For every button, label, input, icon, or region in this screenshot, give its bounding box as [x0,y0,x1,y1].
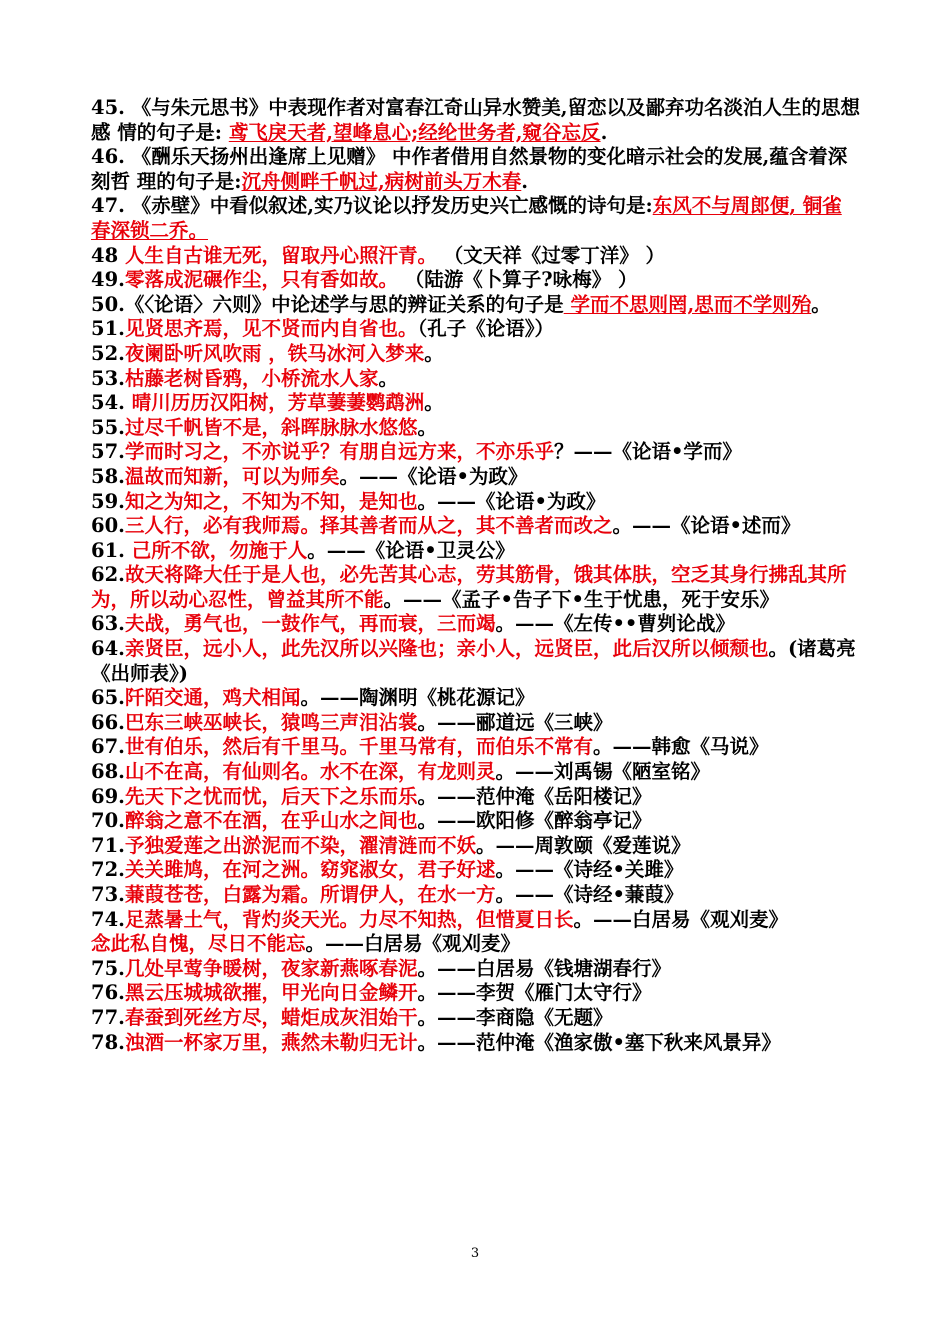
text-segment: 77. [91,1005,125,1029]
text-segment: 75. [91,956,125,980]
text-line [91,735,861,760]
text-segment: （陆游《卜算子?咏梅》 ） [397,268,638,292]
highlighted-quote: 三人行，必有我师焉。择其善者而从之，其不善者而改之 [124,514,613,538]
highlighted-quote: 夫战，勇气也，一鼓作气，再而衰，三而竭 [124,612,496,636]
text-segment: 78. [91,1030,125,1054]
text-segment: 。——李贺《雁门太守行》 [417,981,652,1005]
text-segment: 50.《〈论语〉六则》中论述学与思的辨证关系的句子是 [91,292,564,316]
text-line [91,145,861,194]
text-segment: . [521,169,529,193]
text-segment: 。——《诗经•蒹葭》 [495,883,684,906]
text-line [91,809,861,834]
text-segment: 。——《孟子•告子下•生于忧患，死于安乐》 [383,587,779,611]
text-segment: 74. [91,907,125,931]
text-line [91,637,861,686]
text-segment: 。——《论语•为政》 [417,489,606,513]
highlighted-quote: 山不在高，有仙则名。水不在深，有龙则灵 [124,760,496,784]
text-segment: 49. [91,268,125,292]
text-segment: 73. [91,883,125,906]
text-segment: 61. [91,538,132,562]
text-line [91,490,861,515]
text-segment: 。——《论语•卫灵公》 [307,538,515,562]
text-segment: 68. [91,760,125,784]
text-segment: 。——白居易《观刈麦》 [305,932,521,956]
text-segment: 。——陶渊明《桃花源记》 [300,686,535,710]
highlighted-quote: 零落成泥碾作尘，只有香如故。 [124,268,398,292]
text-line [91,268,861,293]
highlighted-quote: 浊酒一杯家万里，燕然未勒归无计 [124,1030,418,1054]
highlighted-quote: 阡陌交通，鸡犬相闻 [124,686,301,710]
highlighted-quote: 关关雎鸠，在河之洲。窈窕淑女，君子好逑 [124,858,496,882]
text-segment: 72. [91,858,125,882]
highlighted-quote: 人生自古谁无死，留取丹心照汗青。 [124,243,437,267]
highlighted-quote: 学而时习之，不亦说乎？有朋自远方来，不亦乐乎 [124,440,554,464]
text-line [91,367,861,392]
document-body [91,96,861,1055]
text-line [91,293,861,318]
text-segment: 60. [91,514,125,538]
text-segment: 45. 《与朱元思书》中表现作者对富春江奇山异水赞美,留恋以及鄙弃功名淡泊人生的思想感 情的句子是: [91,96,861,144]
text-segment: 46. 《酬乐天扬州出逢席上见赠》 中作者借用自然景物的变化暗示社会的发展,蕴含着深刻哲 理的句子是: [91,145,848,193]
highlighted-quote: 鸢飞戾天者,望峰息心;经纶世务者,窥谷忘反 [228,120,601,144]
text-segment: 。 [378,366,398,390]
text-segment: 59. [91,489,125,513]
text-segment: 58. [91,464,125,488]
highlighted-quote: 知之为知之，不知为不知，是知也 [124,489,418,513]
text-line [91,317,861,342]
text-segment: 71. [91,833,125,857]
highlighted-quote: 己所不欲，勿施于人 [131,538,308,562]
text-line [91,858,861,883]
text-segment: 。——《诗经•关雎》 [495,858,684,882]
highlighted-quote: 温故而知新，可以为师矣 [124,464,340,488]
text-segment: 54. [91,391,132,415]
text-segment: 48 [91,243,125,267]
text-segment: 52. [91,341,125,365]
highlighted-quote: 过尽千帆皆不是，斜晖脉脉水悠悠 [124,415,418,439]
text-line [91,563,861,612]
text-segment: 57. [91,440,125,464]
highlighted-quote: 沉舟侧畔千帆过,病树前头万木春 [241,169,522,193]
text-segment: 。——《左传••曹刿论战》 [495,612,735,636]
highlighted-quote: 念此私自愧，尽日不能忘 [91,932,306,956]
highlighted-quote: 先天下之忧而忧，后天下之乐而乐 [124,784,418,808]
text-segment: （孔子《论语》） [417,317,554,341]
text-segment: 53. [91,366,125,390]
text-line [91,244,861,269]
highlighted-quote: 春蚕到死丝方尽，蜡炬成灰泪始干 [124,1005,418,1029]
text-line [91,465,861,490]
text-segment: 51. [91,317,125,341]
text-segment: 。——范仲淹《渔家傲•塞下秋来风景异》 [417,1030,781,1054]
highlighted-quote: 见贤思齐焉，见不贤而内自省也。 [124,317,418,341]
page-number: 3 [470,1246,480,1261]
text-line [91,416,861,441]
text-segment: 。——郦道远《三峡》 [417,710,613,734]
text-line [91,981,861,1006]
highlighted-quote: 枯藤老树昏鸦，小桥流水人家 [124,366,379,390]
text-segment: 66. [91,710,125,734]
text-line [91,1006,861,1031]
text-line [91,342,861,367]
text-segment: 62. [91,563,125,587]
text-line [91,514,861,539]
text-line [91,440,861,465]
text-segment: 64. [91,637,125,661]
highlighted-quote: 予独爱莲之出淤泥而不染，濯清涟而不妖 [124,833,476,857]
highlighted-quote: 晴川历历汉阳树，芳草萋萋鹦鹉洲 [131,391,425,415]
text-segment: 。——范仲淹《岳阳楼记》 [417,784,652,808]
highlighted-quote: 夜阑卧听风吹雨 ，铁马冰河入梦来 [124,341,425,365]
text-segment: . [600,120,608,144]
highlighted-quote: 世有伯乐，然后有千里马。千里马常有，而伯乐不常有 [124,735,593,759]
highlighted-quote: 蒹葭苍苍，白露为霜。所谓伊人，在水一方 [124,883,496,906]
text-line [91,883,861,908]
text-line [91,539,861,564]
text-segment: 。 [424,341,444,365]
text-line [91,908,861,933]
highlighted-quote: 几处早莺争暖树，夜家新燕啄春泥 [124,956,418,980]
text-segment: 。 [424,391,444,415]
text-line [91,612,861,637]
text-line [91,711,861,736]
text-line [91,834,861,859]
text-segment: （文天祥《过零丁洋》 ） [436,243,666,267]
text-segment: 。 [417,415,437,439]
highlighted-quote: 故天将降大任于是人也，必先苦其心志，劳其筋骨，饿其体肤，空乏其身行拂乱其所为，所以动心忍性，曾益其所不能 [91,563,847,611]
text-segment: 70. [91,809,125,833]
text-segment: 69. [91,784,125,808]
text-segment: ？——《论语•学而》 [553,440,742,464]
text-segment: 。——欧阳修《醉翁亭记》 [417,809,652,833]
text-segment: 65. [91,686,125,710]
highlighted-quote: 黑云压城城欲摧，甲光向日金鳞开 [124,981,418,1005]
highlighted-quote: 巴东三峡巫峡长，猿鸣三声泪沾裳 [124,710,418,734]
text-segment: 。——白居易《钱塘湖春行》 [417,956,671,980]
text-segment: 。——韩愈《马说》 [592,735,769,759]
text-segment: 67. [91,735,125,759]
text-segment: 。——《论语•为政》 [339,464,528,488]
text-line [91,194,861,243]
text-segment: 。(诸葛亮《出师表》) [91,637,856,685]
highlighted-quote: 东风不与周郎便, 铜雀春深锁二乔。 [91,194,842,242]
text-segment: 。——周敦颐《爱莲说》 [475,833,691,857]
text-line [91,957,861,982]
text-line [91,760,861,785]
text-line [91,96,861,145]
text-line [91,785,861,810]
text-line [91,1031,861,1056]
text-segment: 47. 《赤壁》中看似叙述,实乃议论以抒发历史兴亡感慨的诗句是: [91,194,653,218]
highlighted-quote: 亲贤臣，远小人，此先汉所以兴隆也；亲小人，远贤臣，此后汉所以倾颓也 [124,637,769,661]
text-line [91,932,861,957]
text-line [91,686,861,711]
text-segment: 。——刘禹锡《陋室铭》 [495,760,710,784]
text-segment: 。——《论语•述而》 [612,514,801,538]
text-segment: 76. [91,981,125,1005]
text-segment: 。——李商隐《无题》 [417,1005,613,1029]
highlighted-quote: 醉翁之意不在酒，在乎山水之间也 [124,809,418,833]
text-segment: 63. [91,612,125,636]
text-line [91,391,861,416]
text-segment: 55. [91,415,125,439]
text-segment: 。——白居易《观刈麦》 [573,907,788,931]
highlighted-quote: 学而不思则罔,思而不学则殆 [563,292,812,316]
highlighted-quote: 足蒸暑土气，背灼炎天光。力尽不知热，但惜夏日长 [124,907,574,931]
text-segment: 。 [811,292,831,316]
